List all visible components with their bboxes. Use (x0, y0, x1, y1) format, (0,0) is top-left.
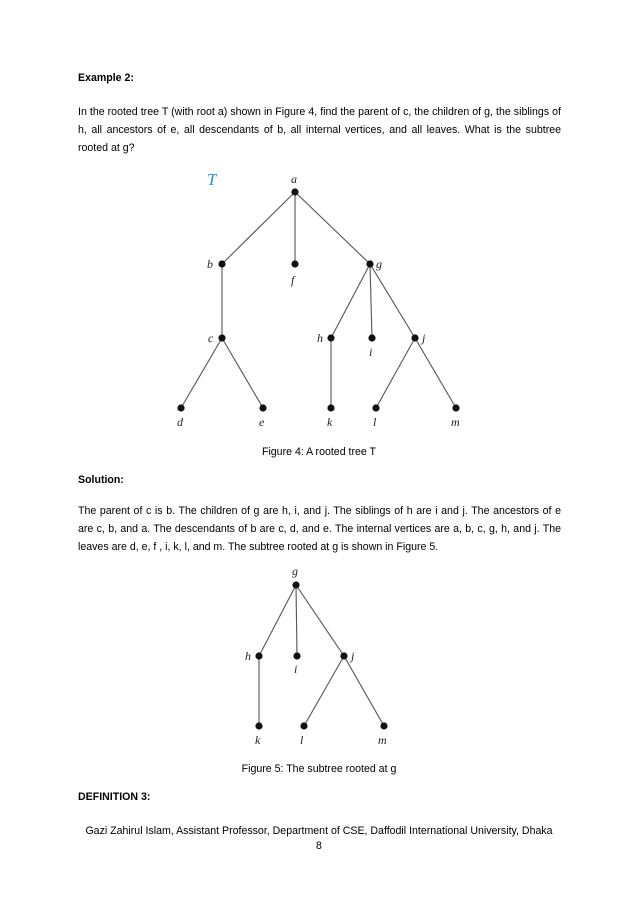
figure-5-labels (245, 564, 387, 747)
vertex-i (293, 652, 300, 659)
tree-label-T: T (207, 170, 217, 189)
page-number: 8 (316, 840, 322, 852)
solution-heading: Solution: (78, 474, 124, 486)
edge-g-h (259, 585, 296, 656)
label-h: h (317, 331, 323, 345)
edge-g-j (296, 585, 344, 656)
label-k: k (327, 415, 333, 429)
label-l: l (373, 415, 377, 429)
vertex-m (380, 722, 387, 729)
label-j: j (422, 331, 426, 345)
label-l: l (300, 733, 304, 747)
label-g: g (376, 257, 382, 271)
example-heading: Example 2: (78, 72, 134, 84)
figure-5-caption: Figure 5: The subtree rooted at g (241, 763, 397, 775)
vertex-g (292, 581, 299, 588)
example-text: In the rooted tree T (with root a) shown in Figure 4, find the parent of c, the children of g, the siblings of h, all ancestors of e, all descendants of b, all internal vertices, and all leaves. What is the subtree rooted at g? (78, 106, 561, 154)
label-g: g (292, 564, 298, 578)
label-k: k (255, 733, 261, 747)
vertex-l (300, 722, 307, 729)
vertex-j (340, 652, 347, 659)
definition-heading: DEFINITION 3: (78, 791, 151, 803)
vertex-h (255, 652, 262, 659)
footer-author-line: Gazi Zahirul Islam, Assistant Professor, Department of CSE, Daffodil International University, Dhaka (85, 825, 553, 837)
label-m: m (451, 415, 460, 429)
label-c: c (208, 331, 214, 345)
label-i: i (294, 662, 298, 676)
figure-5-edges (259, 585, 384, 726)
edge-g-i (296, 585, 297, 656)
figure-5-vertices (255, 581, 387, 729)
solution-text: The parent of c is b. The children of g are h, i, and j. The siblings of h are i and j. The ancestors of e are c, b, and a. The descendants of b are c, d, and e. The internal vertices are a, b, c, g, h, and j. The leaves are d, e, f , i, k, l, and m. The subtree rooted at g is shown in Figure 5. (78, 505, 561, 553)
figure-4-caption: Figure 4: A rooted tree T (261, 446, 377, 458)
label-a: a (291, 172, 297, 186)
label-h: h (245, 649, 251, 663)
vertex-k (255, 722, 262, 729)
label-b: b (207, 257, 213, 271)
label-i: i (369, 345, 373, 359)
label-e: e (259, 415, 265, 429)
label-d: d (177, 415, 183, 429)
label-j: j (351, 649, 355, 663)
edge-j-l (304, 656, 344, 726)
label-m: m (378, 733, 387, 747)
label-f: f (291, 273, 295, 287)
edge-j-m (344, 656, 384, 726)
